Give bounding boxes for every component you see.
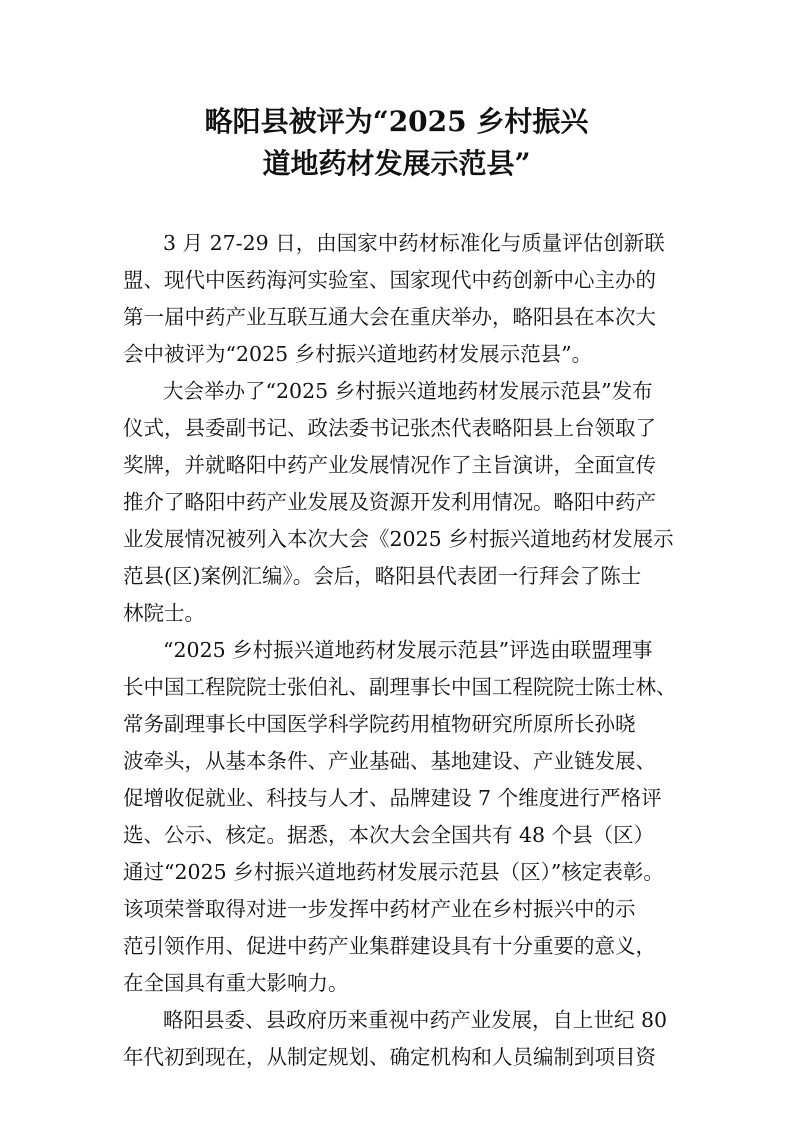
body-text-line: 业发展情况被列入本次大会《2025 乡村振兴道地药材发展示	[123, 527, 674, 551]
body-text-line: 在全国具有重大影响力。	[123, 971, 349, 995]
body-text-line: 波牵头，从基本条件、产业基础、基地建设、产业链发展、	[123, 749, 656, 773]
body-text-line: 3 月 27-29 日，由国家中药材标准化与质量评估创新联	[163, 231, 665, 255]
body-text-line: 长中国工程院院士张伯礼、副理事长中国工程院院士陈士林、	[123, 675, 677, 699]
body-text-line: 范县(区)案例汇编》。会后，略阳县代表团一行拜会了陈士	[123, 564, 642, 588]
document-title-line-2: 道地药材发展示范县”	[262, 147, 531, 180]
body-text-line: 年代初到现在，从制定规划、确定机构和人员编制到项目资	[123, 1045, 656, 1069]
body-text-line: 大会举办了“2025 乡村振兴道地药材发展示范县”发布	[163, 379, 653, 403]
body-text-line: 仪式，县委副书记、政法委书记张杰代表略阳县上台领取了	[123, 416, 656, 440]
body-text-line: 略阳县委、县政府历来重视中药产业发展，自上世纪 80	[163, 1008, 668, 1032]
body-text-line: 盟、现代中医药海河实验室、国家现代中药创新中心主办的	[123, 268, 656, 292]
body-text-line: 促增收促就业、科技与人才、品牌建设 7 个维度进行严格评	[123, 786, 662, 810]
body-text-line: 林院士。	[123, 601, 205, 625]
body-text-line: 通过“2025 乡村振兴道地药材发展示范县（区）”核定表彰。	[123, 860, 664, 884]
body-text-line: 常务副理事长中国医学科学院药用植物研究所原所长孙晓	[123, 712, 636, 736]
body-text-line: 第一届中药产业互联互通大会在重庆举办，略阳县在本次大	[123, 305, 656, 329]
body-text-line: 奖牌，并就略阳中药产业发展情况作了主旨演讲，全面宣传	[123, 453, 656, 477]
body-text-line: 范引领作用、促进中药产业集群建设具有十分重要的意义，	[123, 934, 656, 958]
body-text-line: 选、公示、核定。据悉，本次大会全国共有 48 个县（区）	[123, 823, 655, 847]
document-title-line-1: 略阳县被评为“2025 乡村振兴	[204, 105, 589, 138]
body-text-line: 会中被评为“2025 乡村振兴道地药材发展示范县”。	[123, 342, 593, 366]
body-text-line: 推介了略阳中药产业发展及资源开发利用情况。略阳中药产	[123, 490, 656, 514]
body-text-line: 该项荣誉取得对进一步发挥中药材产业在乡村振兴中的示	[123, 897, 636, 921]
body-text-line: “2025 乡村振兴道地药材发展示范县”评选由联盟理事	[163, 638, 653, 662]
